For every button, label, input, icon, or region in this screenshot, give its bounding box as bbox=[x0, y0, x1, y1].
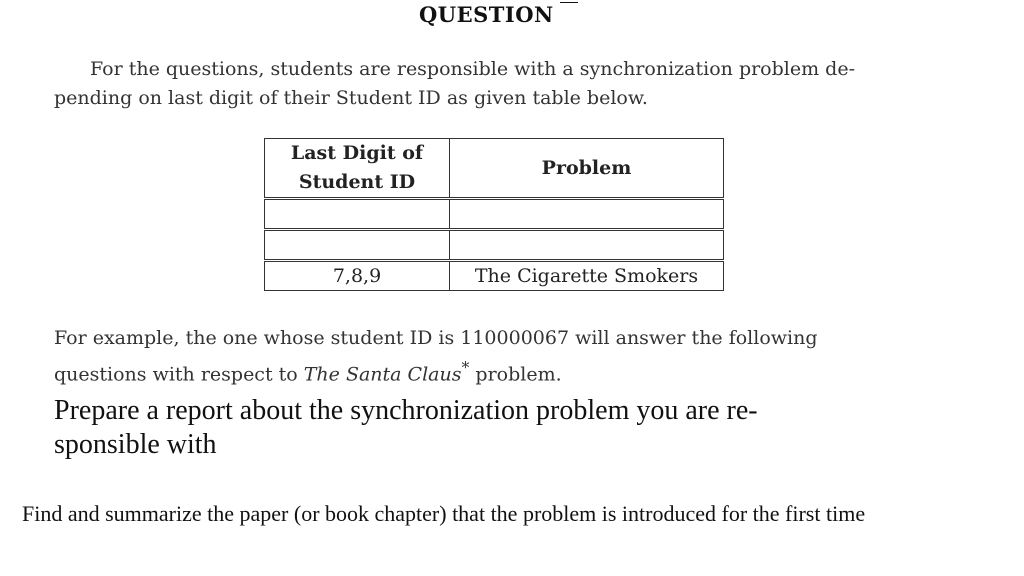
header-last-digit bbox=[265, 139, 450, 199]
report-line-1: Prepare a report about the synchronization problem you are re- bbox=[54, 395, 758, 426]
report-line-2: sponsible with bbox=[54, 429, 217, 460]
header-last-digit-line-1: Last Digit of bbox=[290, 142, 424, 164]
intro-paragraph bbox=[54, 55, 954, 113]
title-rule bbox=[560, 2, 578, 3]
find-task: Find and summarize the paper (or book chapter) that the problem is introduced for the first time bbox=[22, 501, 866, 526]
cell-problem bbox=[450, 199, 724, 230]
header-problem: Problem bbox=[450, 139, 724, 199]
cell-problem bbox=[450, 230, 724, 261]
example-line-2 bbox=[54, 353, 954, 389]
intro-line-2: pending on last digit of their Student ID as given table below. bbox=[54, 87, 648, 109]
table-row bbox=[265, 230, 724, 261]
intro-line-1: For the questions, students are responsible with a synchronization problem de- bbox=[90, 58, 855, 80]
page-title: QUESTION bbox=[419, 2, 554, 27]
table-row bbox=[265, 199, 724, 230]
example-line-2-post: problem. bbox=[469, 363, 562, 386]
example-line-2-pre: questions with respect to bbox=[54, 363, 304, 386]
header-last-digit-line-2: Student ID bbox=[298, 171, 416, 193]
example-problem-name: The Santa Claus bbox=[303, 363, 462, 386]
assignment-table bbox=[264, 138, 724, 291]
example-asterisk: * bbox=[461, 358, 470, 377]
cell-digits bbox=[265, 230, 450, 261]
cell-problem: The Cigarette Smokers bbox=[450, 261, 724, 291]
cell-digits bbox=[265, 199, 450, 230]
example-line-1: For example, the one whose student ID is 110000067 will answer the following bbox=[54, 327, 818, 349]
cell-digits: 7,8,9 bbox=[265, 261, 450, 291]
example-paragraph bbox=[54, 323, 954, 389]
table-row bbox=[265, 261, 724, 291]
table-header-row bbox=[265, 139, 724, 199]
report-task bbox=[54, 394, 974, 462]
